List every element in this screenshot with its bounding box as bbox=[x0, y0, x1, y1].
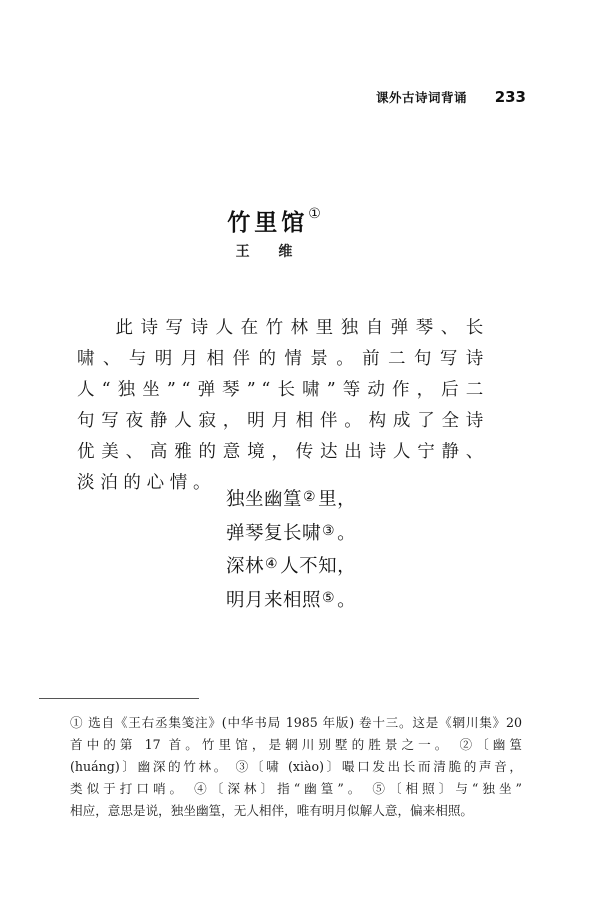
verse-text: 深林 bbox=[226, 556, 265, 577]
footnote-ref-3[interactable]: ③ bbox=[322, 522, 336, 539]
verse-text: 明月来相照 bbox=[226, 589, 322, 611]
verse-text: 。 bbox=[337, 522, 357, 544]
verse-line-3 bbox=[226, 551, 356, 585]
poem-title bbox=[0, 204, 548, 237]
footnote-ref-4[interactable]: ④ bbox=[265, 556, 279, 572]
verse-text: 弹琴复长啸 bbox=[226, 522, 322, 544]
intro-paragraph: 此诗写诗人在竹林里独自弹琴、长啸、与明月相伴的情景。前二句写诗人“独坐”“弹琴”“长啸”等动作，后二句写夜静人寂，明月相伴。构成了全诗优美、高雅的意境，传达出诗人宁静、淡泊的心情。 bbox=[77, 318, 489, 493]
verse-text: 里， bbox=[318, 489, 357, 510]
footnote-line-3: (huáng)〕幽深的竹林。 ③〔啸 (xiào)〕嘬口发出长而清脆的声音， bbox=[70, 759, 522, 774]
verse-line-1 bbox=[226, 484, 356, 518]
footnote-line-4: 类似于打口哨。 ④〔深林〕指“幽篁”。 ⑤〔相照〕与“独坐” bbox=[70, 781, 522, 796]
footnote-ref-2[interactable]: ② bbox=[303, 489, 317, 505]
footnote-ref-5[interactable]: ⑤ bbox=[322, 589, 336, 606]
page-number: 233 bbox=[494, 88, 526, 106]
section-title: 课外古诗词背诵 bbox=[376, 90, 468, 105]
poem-body bbox=[226, 484, 356, 618]
verse-text: 。 bbox=[337, 589, 357, 611]
footnote-line-5: 相应，意思是说，独坐幽篁，无人相伴，唯有明月似解人意，偏来相照。 bbox=[70, 803, 473, 818]
footnotes bbox=[70, 712, 522, 822]
footnote-line-1: ① 选自《王右丞集笺注》(中华书局 1985 年版) 卷十三。这是《辋川集》20 bbox=[70, 715, 522, 730]
poem-title-text: 竹里馆 bbox=[227, 210, 309, 236]
verse-line-4 bbox=[226, 585, 356, 619]
running-header bbox=[376, 86, 526, 108]
footnote-ref-1[interactable]: ① bbox=[308, 206, 321, 222]
footnote-divider bbox=[39, 698, 199, 699]
footnote-line-2: 首中的第 17 首。竹里馆，是辋川别墅的胜景之一。 ②〔幽篁 bbox=[70, 737, 522, 752]
verse-line-2 bbox=[226, 518, 356, 552]
verse-text: 独坐幽篁 bbox=[226, 489, 303, 510]
poem-author: 王 维 bbox=[235, 244, 305, 260]
verse-text: 人不知， bbox=[280, 556, 357, 577]
